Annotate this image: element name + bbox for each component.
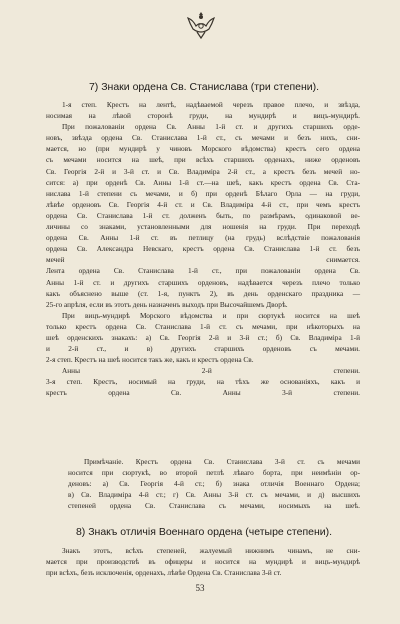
text-line: только крестъ ордена Св. Станислава 1-й ст. съ мечами, при нѣкоторыхъ на: [46, 321, 360, 331]
text-line: 1-я степ. Крестъ на лентѣ, надѣваемой черезъ правое плечо, и звѣзда,: [62, 100, 360, 109]
text-line: нислава 1-й степени съ мечами, и б) при орденѣ Бѣлаго Орла — на груди,: [46, 188, 360, 198]
text-line: ордена Св. Александра Невскаго, крестъ ордена Св. Станислава 1-й ст. безъ: [46, 244, 360, 254]
text-line: Анны 1-й ст. и другихъ старшихъ орденовъ, надѣвается черезъ плечо только: [46, 277, 360, 287]
text-line: сится: а) при орденѣ Св. Анны 1-й ст.—на шеѣ, какъ крестъ ордена Св. Ста-: [46, 177, 360, 187]
text-line: шеѣ орденскихъ знакахъ: а) Св. Георгія 2-й и 3-й ст.; б) Св. Владиміра 1-й: [46, 332, 360, 342]
section-7-body: [46, 99, 360, 399]
text-line: деновъ: а) Св. Георгія 4-й ст.; б) знака отличія Военнаго Ордена;: [68, 479, 360, 489]
text-line: ордена Св. Станислава 1-й ст. долженъ быть, по размѣрамъ, одинаковой ве-: [46, 210, 360, 220]
text-line: мается при производствѣ въ офицеры и носится на мундирѣ и вицъ-мундирѣ: [46, 557, 360, 567]
text-line: 2-я степ. Крестъ на шеѣ носится такъ же, какъ и крестъ ордена Св.: [46, 355, 254, 365]
text-line: при всѣхъ, безъ исключенія, орденахъ, лѣвѣе Ордена Св. Станислава 3-й ст.: [46, 568, 282, 578]
text-line: крестъ ордена Св. Анны 3-й степени.: [46, 388, 360, 398]
text-line: носимая на лѣвой сторонѣ груди, на мундирѣ и вицъ-мундирѣ.: [46, 111, 360, 121]
text-line: носится при сюртукѣ, во второй петлѣ лѣваго борта, при неимѣніи ор-: [68, 468, 360, 478]
text-line: Св. Георгія 2-й и 3-й ст. и Св. Владиміра 2-й ст., а крестъ безъ мечей но-: [46, 166, 360, 176]
text-line: Анны 2-й степени.: [62, 366, 360, 376]
section-8-body: [46, 545, 360, 578]
imperial-eagle-emblem-icon: [184, 10, 218, 40]
text-line: лѣвѣе орденовъ Св. Георгія 4-й ст. и Св. Владиміра 4-й ст., при чемъ крестъ: [46, 199, 360, 209]
text-line: мечей снимается.: [46, 255, 360, 265]
text-line: 3-я степ. Крестъ, носимый на груди, на тѣхъ же основаніяхъ, какъ и: [46, 377, 360, 387]
text-line: мается, но (при мундирѣ у чиновъ Морского вѣдомства) крестъ сего ордена: [46, 144, 360, 154]
text-line: какъ объяснено выше (ст. 1-я, пунктъ 2), въ день орденскаго праздника —: [46, 288, 360, 298]
text-line: При пожалованіи ордена Св. Анны 1-й ст. и другихъ старшихъ орде-: [62, 122, 360, 132]
text-line: новъ, звѣзда ордена Св. Станислава 1-й ст., съ мечами и безъ нихъ, сни-: [46, 133, 360, 143]
text-line: в) Св. Владиміра 4-й ст.; г) Св. Анны 3-й ст. съ мечами, и д) высшихъ: [68, 490, 360, 500]
text-line: съ мечами носится на шеѣ, при всѣхъ старшихъ орденахъ, ниже орденовъ: [46, 155, 360, 165]
page-number: 53: [195, 583, 205, 593]
section-heading-8: 8) Знакъ отличія Военнаго ордена (четыре степени).: [75, 526, 333, 538]
text-line: и 2-й ст., и в) другихъ старшихъ орденовъ съ мечами.: [46, 344, 360, 354]
text-line: Знакъ этотъ, всѣхъ степеней, жалуемый нижнимъ чинамъ, не сни-: [62, 546, 360, 555]
text-line: При вицъ-мундирѣ Морского вѣдомства и при сюртукѣ носится на шеѣ: [62, 310, 360, 320]
text-line: Лента ордена Св. Станислава 1-й ст., при пожалованіи ордена Св.: [46, 266, 360, 276]
section-7-note: [68, 456, 360, 511]
text-line: ордена Св. Анны 1-й ст. въ петлицу (на грудь) вслѣдствіе пожалованія: [46, 233, 360, 243]
text-line: личины со знаками, установленными для ношенія на груди. При переходѣ: [46, 222, 360, 232]
text-line: степеней ордена Св. Станислава съ мечами, носимыхъ на шеѣ.: [68, 501, 360, 511]
text-line: Примѣчаніе. Крестъ ордена Св. Станислава 3-й ст. съ мечами: [84, 457, 360, 466]
text-line: 25-го апрѣля, если въ этотъ день назначенъ выходъ при Высочайшемъ Дворѣ.: [46, 299, 288, 309]
section-heading-7: 7) Знаки ордена Св. Станислава (три степени).: [88, 81, 320, 93]
